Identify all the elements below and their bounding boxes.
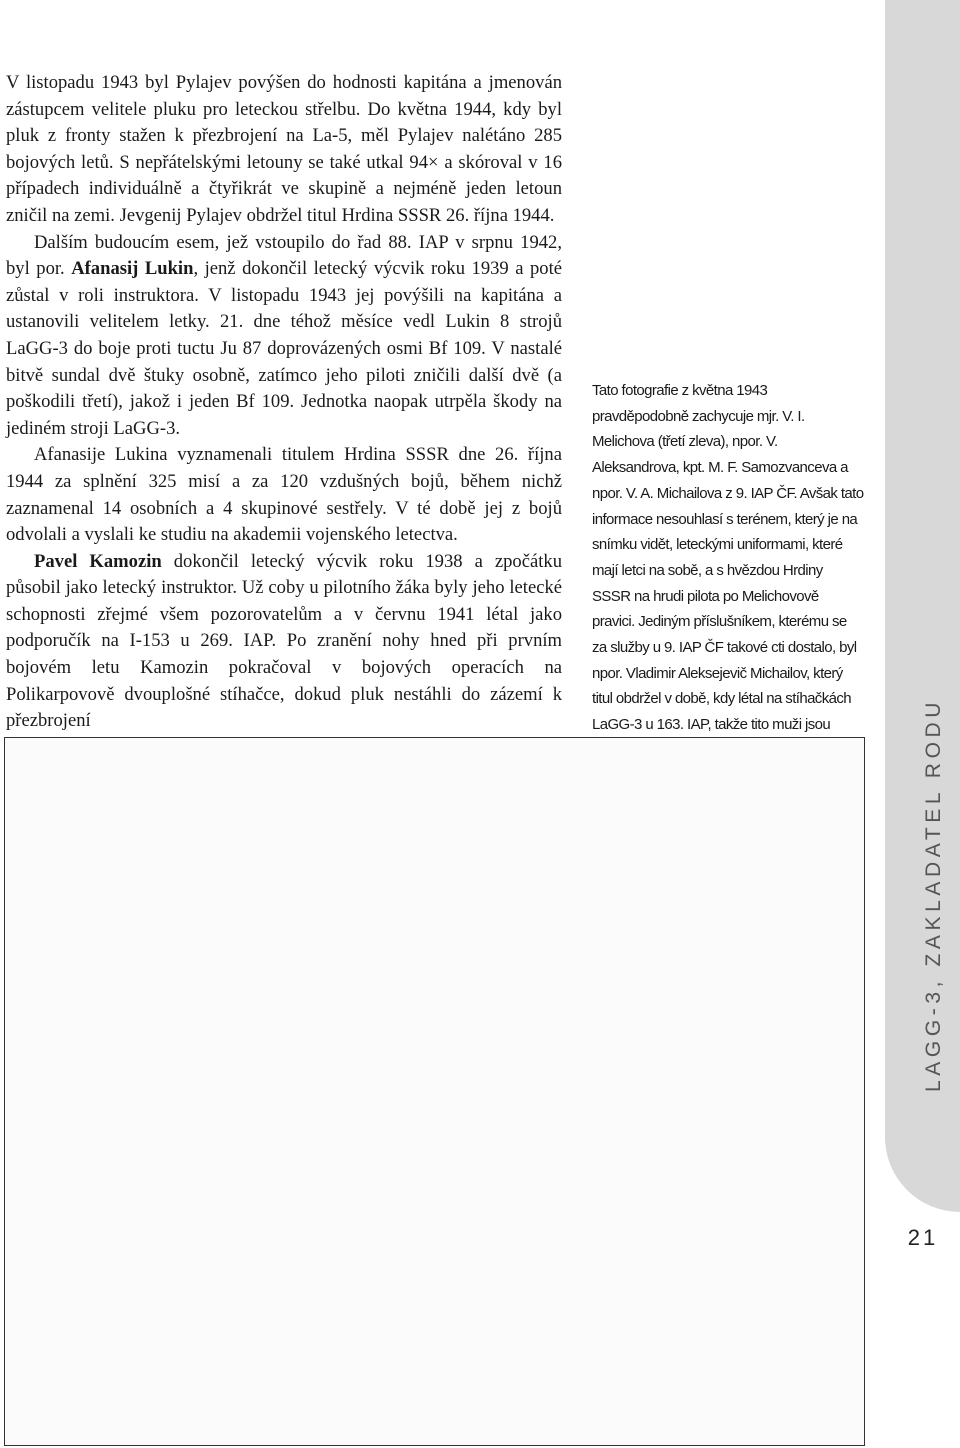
running-head: LAGG-3, ZAKLADATEL RODU	[922, 697, 945, 1092]
paragraph-kamozin	[6, 549, 562, 735]
article-body	[6, 70, 562, 735]
page-number: 21	[907, 1225, 939, 1250]
photo-frame	[4, 737, 865, 1446]
paragraph-lukin-text: , jenž dokončil letecký výcvik roku 1939 a poté zůstal v roli instruktora. V listopadu 1943 jej povýšili na kapitána a ustanovili velitelem letky. 21. dne téhož měsíce vedl Lukin 8 strojů LaGG-3 do boje proti tuctu Ju 87 doprovázených osmi Bf 109. V nastalé bitvě sundal dvě štuky osobně, zatímco jeho piloti zničili další dvě (a poškodili třetí), jakož i jeden Bf 109. Jednotka naopak utrpěla škody na jediném stroji LaGG-3.	[6, 258, 563, 439]
paragraph-lukin-intro: Dalším budoucím esem, jež vstoupilo do řad 88. IAP v srpnu 1942, byl por.	[6, 231, 562, 280]
paragraph-kamozin-text: dokončil letecký výcvik roku 1938 a zpočátku působil jako letecký instruktor. Už coby u pilotního žáka byly jeho letecké schopnosti zřejmé všem pozorovatelům a v červnu 1941 létal jako podporučík na I-153 u 269. IAP. Po zranění nohy hned při prvním bojovém letu Kamozin pokračoval v bojových operacích na Polikarpovově dvouplošné stíhačce, dokud pluk nestáhli do zázemí k přezbrojení	[6, 550, 562, 732]
paragraph-lukin-award: Afanasije Lukina vyznamenali titulem Hrdina SSSR dne 26. října 1944 za splnění 325 misí a za 120 vzdušných bojů, během nichž zaznamenal 14 osobních a 4 skupinové sestřely. V té době jej z bojů odvolali a vyslali ke studiu na akademii vojenského letectva.	[6, 444, 562, 546]
pilot-name-kamozin: Pavel Kamozin	[34, 550, 162, 572]
photo-caption	[592, 378, 864, 764]
pilot-name-lukin: Afanasij Lukin	[71, 258, 194, 280]
paragraph-lukin	[6, 230, 562, 443]
caption-text: Tato fotografie z května 1943 pravděpodobně zachycuje mjr. V. I. Melichova (třetí zleva), npor. V. Aleksandrova, kpt. M. F. Samozvanceva a npor. V. A. Michailova z 9. IAP ČF. Avšak tato informace nesouhlasí s terénem, který je na snímku vidět, leteckými uniformami, které mají letci na sobě, a s hvězdou Hrdiny SSSR na hrudi pilota po Melichovově pravici. Jediným příslušníkem, kterému se za služby u 9. IAP ČF takové cti dostalo, byl npor. Vladimir Aleksejevič Michailov, který titul obdržel v době, kdy létal na stíhačkách LaGG-3 u 163. IAP, takže tito muži jsou	[592, 382, 864, 734]
paragraph-pylajev: V listopadu 1943 byl Pylajev povýšen do hodnosti kapitána a jmenován zástupcem velitele pluku pro leteckou střelbu. Do května 1944, kdy byl pluk z fronty stažen k přezbrojení na La-5, měl Pylajev nalétáno 285 bojových letů. S nepřátelskými letouny se také utkal 94× a skóroval v 16 případech individuálně a čtyřikrát ve skupině a nejméně jeden letoun zničil na zemi. Jevgenij Pylajev obdržel titul Hrdina SSSR 26. října 1944.	[6, 72, 562, 226]
